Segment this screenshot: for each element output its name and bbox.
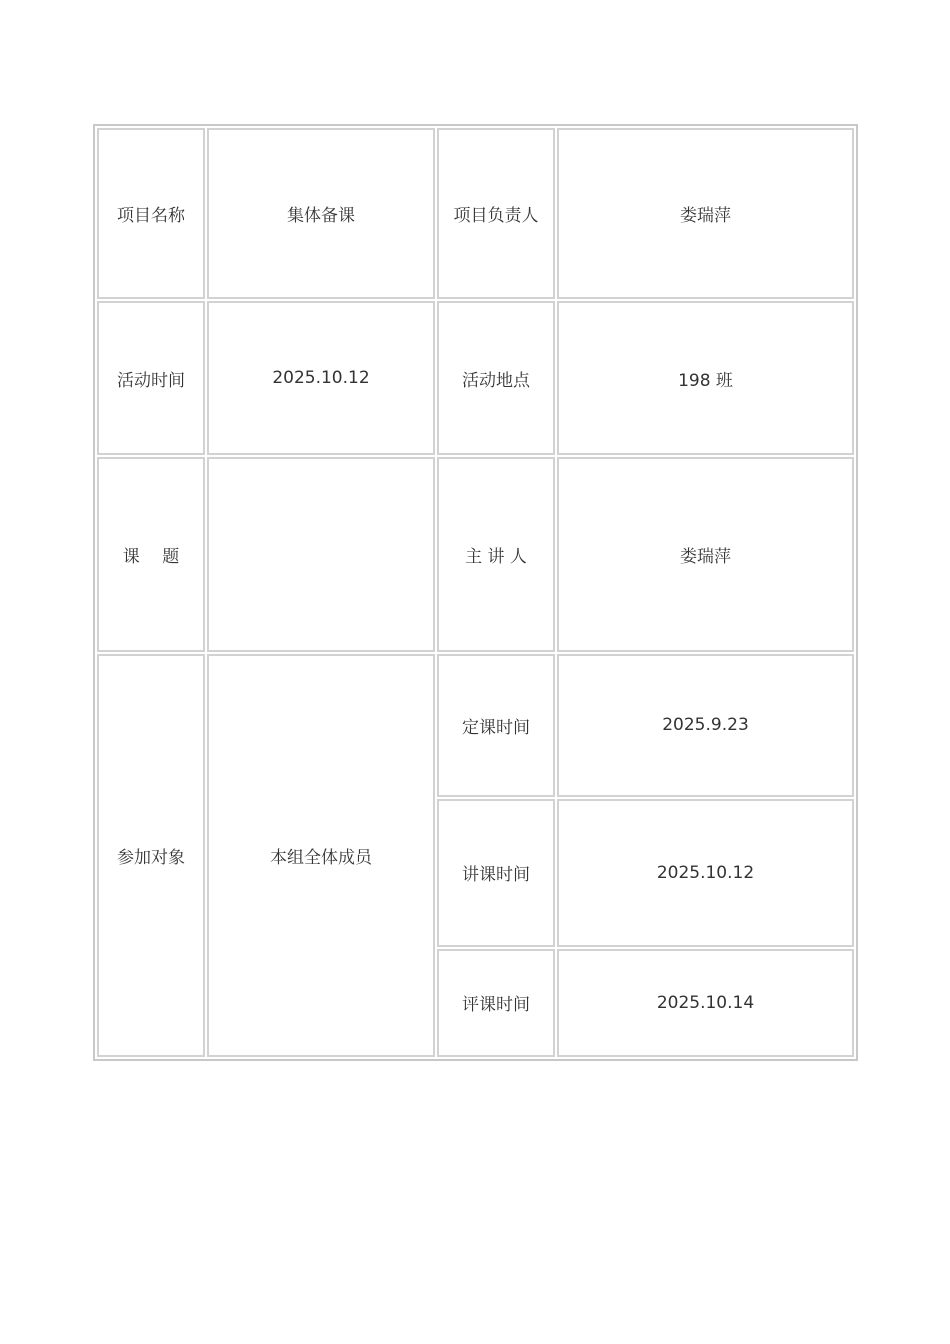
- lesson-set-time-label: 定课时间: [437, 654, 555, 797]
- speaker-label: 主 讲 人: [437, 457, 555, 651]
- project-name-value: 集体备课: [207, 128, 435, 299]
- topic-value: [207, 457, 435, 651]
- activity-location-label: 活动地点: [437, 301, 555, 455]
- activity-time-label: 活动时间: [97, 301, 205, 455]
- project-leader-label: 项目负责人: [437, 128, 555, 299]
- table-row: [97, 301, 854, 455]
- lesson-set-time-value: 2025.9.23: [557, 654, 854, 797]
- project-leader-value: 娄瑞萍: [557, 128, 854, 299]
- evaluation-time-value: 2025.10.14: [557, 949, 854, 1057]
- participants-value: 本组全体成员: [207, 654, 435, 1057]
- activity-record-table: [93, 124, 858, 1061]
- table-row: [97, 128, 854, 299]
- table-row: [97, 654, 854, 797]
- participants-label: 参加对象: [97, 654, 205, 1057]
- project-name-label: 项目名称: [97, 128, 205, 299]
- activity-time-value: 2025.10.12: [207, 301, 435, 455]
- evaluation-time-label: 评课时间: [437, 949, 555, 1057]
- table-row: [97, 457, 854, 651]
- lecture-time-label: 讲课时间: [437, 799, 555, 947]
- topic-label: 课 题: [97, 457, 205, 651]
- speaker-value: 娄瑞萍: [557, 457, 854, 651]
- lecture-time-value: 2025.10.12: [557, 799, 854, 947]
- activity-location-value: 198 班: [557, 301, 854, 455]
